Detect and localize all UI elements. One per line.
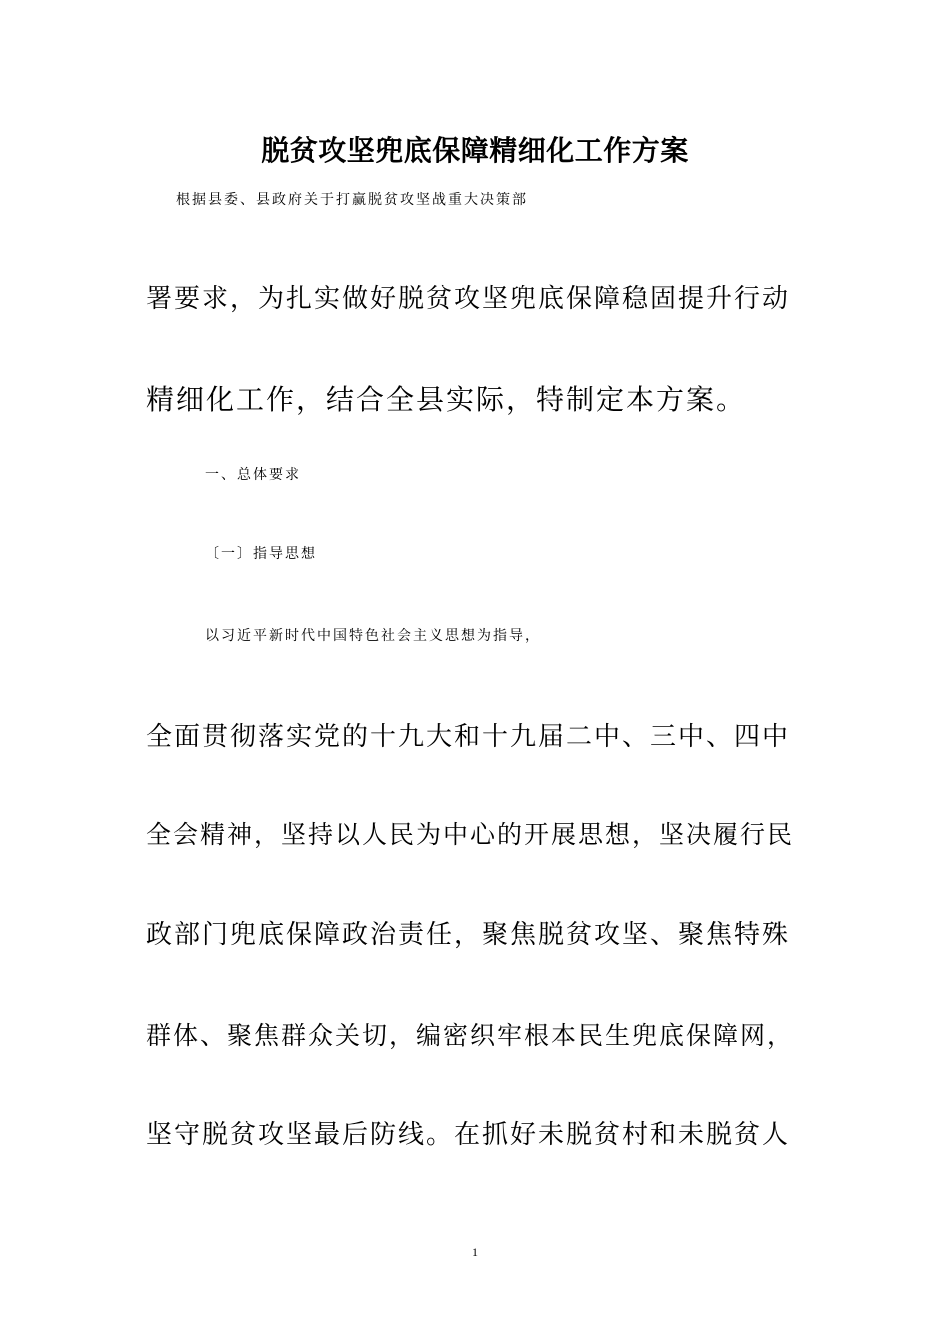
subsection-heading: 〔一〕指导思想 xyxy=(205,546,317,562)
section-heading: 一、总体要求 xyxy=(205,467,301,483)
paragraph-line-1: 根据县委、县政府关于打赢脱贫攻坚战重大决策部 xyxy=(176,192,528,208)
paragraph-line-4: 以习近平新时代中国特色社会主义思想为指导， xyxy=(205,628,541,644)
paragraph-line-3: 精细化工作，结合全县实际，特制定本方案。 xyxy=(146,383,747,416)
paragraph-line-2: 署要求，为扎实做好脱贫攻坚兜底保障稳固提升行动 xyxy=(146,284,791,314)
paragraph-line-5: 全面贯彻落实党的十九大和十九届二中、三中、四中 xyxy=(146,722,791,752)
paragraph-line-7: 政部门兜底保障政治责任，聚焦脱贫攻坚、聚焦特殊 xyxy=(146,920,791,950)
document-title: 脱贫攻坚兜底保障精细化工作方案 xyxy=(261,134,689,167)
paragraph-line-8: 群体、聚焦群众关切，编密织牢根本民生兜底保障网， xyxy=(146,1021,795,1050)
paragraph-line-9: 坚守脱贫攻坚最后防线。在抓好未脱贫村和未脱贫人 xyxy=(146,1120,791,1150)
page-number: 1 xyxy=(472,1245,478,1259)
paragraph-line-6: 全会精神，坚持以人民为中心的开展思想，坚决履行民 xyxy=(146,820,795,849)
